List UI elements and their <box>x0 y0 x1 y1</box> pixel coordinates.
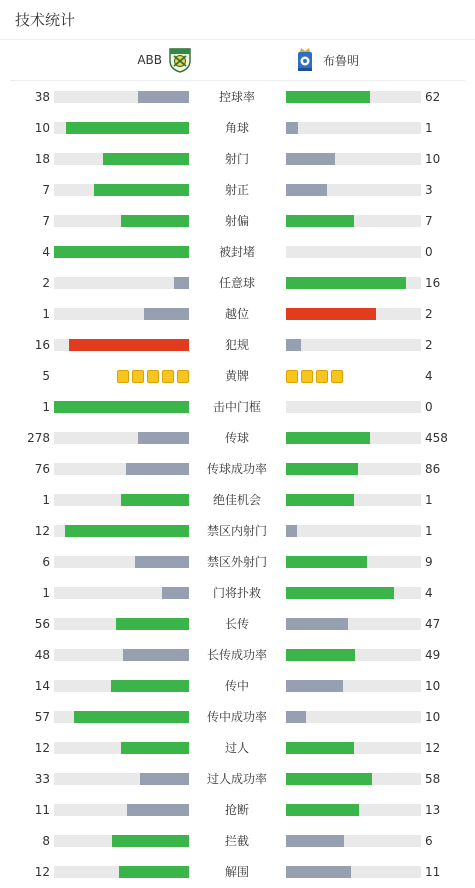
away-stat-bar <box>286 680 421 692</box>
home-stat-value: 278 <box>27 431 50 445</box>
away-stat-bar-fill <box>286 587 394 599</box>
away-stat-bar <box>286 494 421 506</box>
away-stat-bar <box>286 184 421 196</box>
stat-row <box>0 361 475 392</box>
away-stat-bar <box>286 463 421 475</box>
home-stat-value: 2 <box>42 276 50 290</box>
away-stat-value: 58 <box>425 772 441 786</box>
home-stat-value: 1 <box>42 586 50 600</box>
home-stat-value: 8 <box>42 834 50 848</box>
away-stat-value: 3 <box>425 183 433 197</box>
home-stat-bar-fill <box>66 122 189 134</box>
away-stat-bar <box>286 339 421 351</box>
away-stat-bar <box>286 773 421 785</box>
home-stat-value: 57 <box>34 710 50 724</box>
away-stat-bar <box>286 804 421 816</box>
yellow-card-icon <box>286 370 298 383</box>
home-stat-bar <box>54 153 189 165</box>
away-stat-value: 0 <box>425 400 433 414</box>
home-stat-value: 16 <box>34 338 50 352</box>
away-stat-bar <box>286 835 421 847</box>
away-stat-bar <box>286 587 421 599</box>
away-stat-bar <box>286 153 421 165</box>
away-stat-value: 458 <box>425 431 448 445</box>
stat-row <box>0 671 475 702</box>
away-team <box>293 47 359 73</box>
home-stat-bar <box>54 742 189 754</box>
stat-row <box>0 764 475 795</box>
away-stat-bar <box>286 122 421 134</box>
home-stat-bar <box>54 525 189 537</box>
yellow-card-icon <box>132 370 144 383</box>
stat-label: 传中 <box>224 679 249 693</box>
yellow-card-icon <box>177 370 189 383</box>
away-stat-bar-fill <box>286 184 327 196</box>
home-stat-bar <box>54 680 189 692</box>
away-stat-value: 10 <box>425 152 441 166</box>
home-stat-value: 38 <box>34 90 50 104</box>
away-stat-value: 10 <box>425 679 441 693</box>
stat-label: 长传成功率 <box>206 648 267 662</box>
home-stat-bar-fill <box>162 587 189 599</box>
away-stat-bar <box>286 649 421 661</box>
home-stat-value: 7 <box>42 183 50 197</box>
home-stat-bar-fill <box>135 556 189 568</box>
home-stat-bar <box>54 804 189 816</box>
home-stat-bar-fill <box>74 711 189 723</box>
page-title: 技术统计 <box>15 11 76 29</box>
away-stat-bar <box>286 246 421 258</box>
away-stat-value: 6 <box>425 834 433 848</box>
stats-header <box>0 0 475 40</box>
home-stat-bar-fill <box>54 246 189 258</box>
stat-row <box>0 330 475 361</box>
home-stat-bar-fill <box>121 494 189 506</box>
home-stat-bar <box>54 184 189 196</box>
home-stat-bar <box>54 215 189 227</box>
away-stat-value: 4 <box>425 369 433 383</box>
home-stat-bar <box>54 866 189 878</box>
home-stat-bar-fill <box>112 835 189 847</box>
away-stat-value: 1 <box>425 121 433 135</box>
stat-row <box>0 392 475 423</box>
home-stat-value: 18 <box>34 152 50 166</box>
home-stat-bar-fill <box>121 215 189 227</box>
away-stat-value: 12 <box>425 741 441 755</box>
home-stat-bar <box>54 618 189 630</box>
home-stat-bar <box>54 711 189 723</box>
away-stat-value: 1 <box>425 493 433 507</box>
home-stat-bar <box>54 463 189 475</box>
home-stat-bar <box>54 587 189 599</box>
home-stat-bar-fill <box>103 153 189 165</box>
home-stat-value: 33 <box>34 772 50 786</box>
stat-row <box>0 299 475 330</box>
away-stat-bar <box>286 308 421 320</box>
stat-row <box>0 609 475 640</box>
home-stat-bar-fill <box>138 91 189 103</box>
home-stat-bar <box>54 277 189 289</box>
home-stat-bar-fill <box>119 866 189 878</box>
home-stat-value: 76 <box>34 462 50 476</box>
stat-label: 过人成功率 <box>206 772 267 786</box>
away-stat-bar <box>286 215 421 227</box>
home-stat-bar-fill <box>126 463 189 475</box>
stat-row <box>0 206 475 237</box>
away-stat-value: 7 <box>425 214 433 228</box>
home-stat-bar <box>54 339 189 351</box>
home-stat-value: 12 <box>34 524 50 538</box>
home-stat-bar <box>54 649 189 661</box>
away-stat-bar-fill <box>286 277 406 289</box>
stat-label: 禁区内射门 <box>206 524 267 538</box>
stat-label: 越位 <box>224 307 249 321</box>
home-stat-bar <box>54 432 189 444</box>
stat-row <box>0 733 475 764</box>
away-stat-bar-fill <box>286 804 359 816</box>
away-stat-bar <box>286 556 421 568</box>
away-stat-bar <box>286 432 421 444</box>
home-stat-value: 5 <box>42 369 50 383</box>
home-stat-bar-fill <box>121 742 189 754</box>
away-stat-value: 1 <box>425 524 433 538</box>
stat-label: 射正 <box>224 183 249 197</box>
stat-label: 传中成功率 <box>206 710 267 724</box>
home-stat-value: 12 <box>34 741 50 755</box>
yellow-card-icon <box>301 370 313 383</box>
stat-label: 任意球 <box>218 276 255 290</box>
yellow-card-icon <box>316 370 328 383</box>
away-stat-value: 16 <box>425 276 441 290</box>
stat-label: 传球 <box>224 431 249 445</box>
away-stat-value: 11 <box>425 865 441 879</box>
home-stat-bar-fill <box>138 432 189 444</box>
stat-row <box>0 144 475 175</box>
stat-row <box>0 454 475 485</box>
stat-label: 传球成功率 <box>206 462 267 476</box>
away-stat-value: 4 <box>425 586 433 600</box>
home-stat-value: 14 <box>34 679 50 693</box>
away-stat-bar <box>286 618 421 630</box>
stat-label: 门将扑救 <box>212 586 261 600</box>
away-stat-bar <box>286 401 421 413</box>
home-stat-bar <box>54 308 189 320</box>
stat-label: 控球率 <box>218 90 255 104</box>
home-stat-value: 1 <box>42 307 50 321</box>
away-stat-bar-fill <box>286 866 351 878</box>
home-stat-value: 4 <box>42 245 50 259</box>
away-stat-bar-fill <box>286 494 354 506</box>
yellow-card-icon <box>147 370 159 383</box>
home-stat-value: 1 <box>42 400 50 414</box>
away-stat-value: 10 <box>425 710 441 724</box>
away-stat-value: 2 <box>425 338 433 352</box>
stat-row <box>0 516 475 547</box>
stat-row <box>0 485 475 516</box>
stat-row <box>0 175 475 206</box>
away-stat-value: 62 <box>425 90 441 104</box>
away-stat-value: 86 <box>425 462 441 476</box>
home-stat-bar-fill <box>69 339 189 351</box>
home-stat-bar-fill <box>94 184 189 196</box>
home-stat-value: 12 <box>34 865 50 879</box>
stat-row <box>0 113 475 144</box>
home-stat-bar-fill <box>116 618 189 630</box>
away-stat-bar <box>286 866 421 878</box>
away-stat-bar-fill <box>286 680 343 692</box>
stat-row <box>0 640 475 671</box>
yellow-card-icon <box>331 370 343 383</box>
stat-label: 犯规 <box>224 338 249 352</box>
stat-label: 抢断 <box>224 803 249 817</box>
home-stat-value: 10 <box>34 121 50 135</box>
stat-label: 绝佳机会 <box>212 493 261 507</box>
stat-row <box>0 578 475 609</box>
home-stat-value: 1 <box>42 493 50 507</box>
away-stat-bar-fill <box>286 122 298 134</box>
home-stat-bar <box>54 91 189 103</box>
home-stat-bar-fill <box>54 401 189 413</box>
stat-row <box>0 268 475 299</box>
home-stat-value: 6 <box>42 555 50 569</box>
away-stat-bar-fill <box>286 711 306 723</box>
away-stat-bar-fill <box>286 618 348 630</box>
stat-row <box>0 795 475 826</box>
away-stat-value: 0 <box>425 245 433 259</box>
stat-row <box>0 826 475 857</box>
stat-label: 击中门框 <box>212 400 261 414</box>
away-stat-bar-fill <box>286 308 376 320</box>
away-stat-bar-fill <box>286 432 370 444</box>
home-stat-bar <box>54 122 189 134</box>
away-stat-bar <box>286 711 421 723</box>
home-stat-bar <box>54 494 189 506</box>
away-stat-bar <box>286 277 421 289</box>
away-stat-value: 47 <box>425 617 441 631</box>
home-stat-bar-fill <box>174 277 189 289</box>
away-stat-value: 13 <box>425 803 441 817</box>
home-stat-bar <box>54 835 189 847</box>
home-team <box>137 47 192 73</box>
stat-label: 过人 <box>224 741 249 755</box>
stat-label: 黄牌 <box>224 369 249 383</box>
away-stat-value: 2 <box>425 307 433 321</box>
home-yellow-cards <box>117 370 189 383</box>
away-stat-bar-fill <box>286 649 355 661</box>
home-stat-value: 48 <box>34 648 50 662</box>
stat-row <box>0 237 475 268</box>
stats-list <box>0 82 475 888</box>
stat-label: 拦截 <box>224 834 249 848</box>
home-stat-bar <box>54 401 189 413</box>
away-team-name: 布鲁明 <box>323 53 360 68</box>
away-stat-bar <box>286 525 421 537</box>
stat-row <box>0 547 475 578</box>
stat-row <box>0 702 475 733</box>
yellow-card-icon <box>117 370 129 383</box>
home-stat-bar-fill <box>127 804 189 816</box>
away-stat-value: 9 <box>425 555 433 569</box>
stat-label: 被封堵 <box>218 245 255 259</box>
home-stat-bar <box>54 773 189 785</box>
stat-label: 解围 <box>224 865 249 879</box>
away-stat-bar-fill <box>286 153 335 165</box>
stat-row <box>0 423 475 454</box>
blooming-crest-icon <box>293 47 317 73</box>
away-stat-bar <box>286 91 421 103</box>
away-stat-bar-fill <box>286 835 344 847</box>
teams-bar <box>10 40 465 81</box>
home-stat-bar-fill <box>140 773 189 785</box>
stat-row <box>0 82 475 113</box>
home-stat-bar <box>54 556 189 568</box>
home-stat-bar-fill <box>123 649 189 661</box>
away-stat-value: 49 <box>425 648 441 662</box>
home-team-name: ABB <box>137 53 162 67</box>
home-stat-bar-fill <box>111 680 189 692</box>
stat-label: 禁区外射门 <box>206 555 267 569</box>
home-stat-value: 7 <box>42 214 50 228</box>
stat-label: 角球 <box>224 121 249 135</box>
stat-label: 射偏 <box>224 214 249 228</box>
abb-crest-icon <box>168 47 192 73</box>
away-stat-bar-fill <box>286 742 354 754</box>
home-stat-bar-fill <box>144 308 189 320</box>
away-stat-bar-fill <box>286 773 372 785</box>
away-stat-bar-fill <box>286 215 354 227</box>
away-yellow-cards <box>286 370 343 383</box>
stat-label: 射门 <box>224 152 249 166</box>
home-stat-value: 56 <box>34 617 50 631</box>
away-stat-bar-fill <box>286 556 367 568</box>
stat-row <box>0 857 475 888</box>
away-stat-bar <box>286 742 421 754</box>
yellow-card-icon <box>162 370 174 383</box>
away-stat-bar-fill <box>286 339 301 351</box>
home-stat-value: 11 <box>34 803 50 817</box>
home-stat-bar <box>54 246 189 258</box>
away-stat-bar-fill <box>286 525 297 537</box>
away-stat-bar-fill <box>286 91 370 103</box>
stat-label: 长传 <box>224 617 249 631</box>
home-stat-bar-fill <box>65 525 189 537</box>
away-stat-bar-fill <box>286 463 358 475</box>
